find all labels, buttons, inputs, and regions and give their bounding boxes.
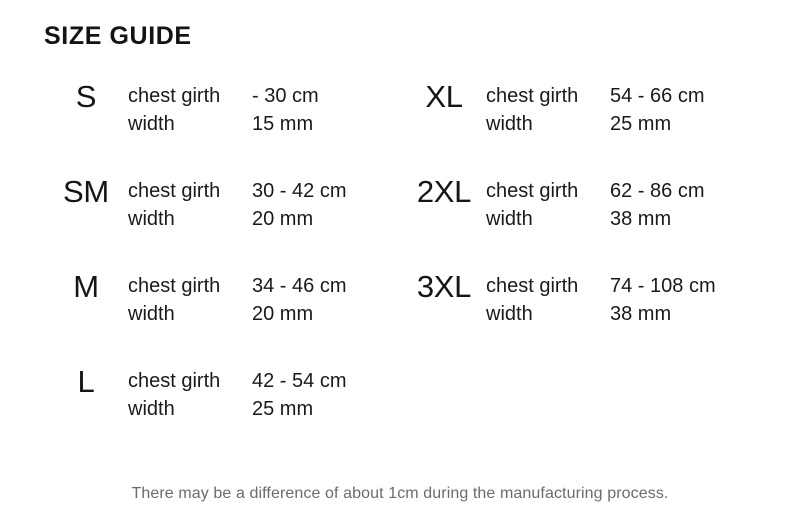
measurement-value: - 30 cm xyxy=(252,85,319,107)
manufacturing-note: There may be a difference of about 1cm during the manufacturing process. xyxy=(131,485,669,502)
measurement-key: chest girth xyxy=(486,85,579,107)
measurement-row xyxy=(486,301,760,329)
measurement-row xyxy=(128,206,402,234)
measurement-value: 15 mm xyxy=(252,112,314,135)
measurement-row xyxy=(486,206,760,234)
size-block xyxy=(44,172,402,246)
measurement-key: width xyxy=(486,112,533,135)
size-block xyxy=(402,77,760,151)
size-columns xyxy=(44,77,760,457)
measurement-value: 20 mm xyxy=(252,302,314,325)
measurement-value: 34 - 46 cm xyxy=(252,275,347,297)
size-measurements xyxy=(128,77,402,138)
measurement-value: 38 mm xyxy=(610,302,672,325)
measurement-value: 20 mm xyxy=(252,207,314,230)
size-column-right xyxy=(402,77,760,457)
measurement-key: chest girth xyxy=(128,180,221,202)
size-label: M xyxy=(73,269,99,304)
size-label: 2XL xyxy=(416,174,472,209)
measurement-row xyxy=(128,301,402,329)
measurement-value: 25 mm xyxy=(252,397,314,420)
measurement-value: 30 - 42 cm xyxy=(252,180,347,202)
measurement-row xyxy=(128,273,402,301)
measurement-value: 74 - 108 cm xyxy=(610,275,716,297)
measurement-row xyxy=(486,83,760,111)
size-label: SM xyxy=(63,174,109,209)
measurement-key: width xyxy=(128,207,175,230)
measurement-value: 25 mm xyxy=(610,112,672,135)
measurement-key: chest girth xyxy=(486,180,579,202)
size-measurements xyxy=(128,362,402,423)
size-block xyxy=(402,172,760,246)
measurement-key: width xyxy=(128,397,175,420)
size-column-left xyxy=(44,77,402,457)
measurement-value: 42 - 54 cm xyxy=(252,370,347,392)
measurement-key: width xyxy=(128,112,175,135)
size-measurements xyxy=(486,77,760,138)
measurement-value: 38 mm xyxy=(610,207,672,230)
size-label: 3XL xyxy=(416,269,472,304)
measurement-row xyxy=(486,111,760,139)
measurement-row xyxy=(128,396,402,424)
size-measurements xyxy=(486,267,760,328)
size-measurements xyxy=(486,172,760,233)
size-block xyxy=(44,362,402,436)
measurement-row xyxy=(486,273,760,301)
measurement-row xyxy=(128,83,402,111)
size-block xyxy=(402,267,760,341)
measurement-key: chest girth xyxy=(128,85,221,107)
measurement-row xyxy=(128,368,402,396)
size-block xyxy=(44,77,402,151)
measurement-value: 62 - 86 cm xyxy=(610,180,705,202)
measurement-value: 54 - 66 cm xyxy=(610,85,705,107)
measurement-key: width xyxy=(486,302,533,325)
measurement-key: width xyxy=(128,302,175,325)
measurement-row xyxy=(128,111,402,139)
measurement-key: chest girth xyxy=(128,370,221,392)
size-block xyxy=(44,267,402,341)
measurement-row xyxy=(486,178,760,206)
size-measurements xyxy=(128,172,402,233)
size-label: S xyxy=(75,79,97,114)
measurement-key: chest girth xyxy=(128,275,221,297)
size-label: XL xyxy=(425,79,463,114)
size-measurements xyxy=(128,267,402,328)
measurement-key: chest girth xyxy=(486,275,579,297)
size-label: L xyxy=(77,364,95,399)
measurement-row xyxy=(128,178,402,206)
measurement-key: width xyxy=(486,207,533,230)
page-title: SIZE GUIDE xyxy=(44,22,192,50)
